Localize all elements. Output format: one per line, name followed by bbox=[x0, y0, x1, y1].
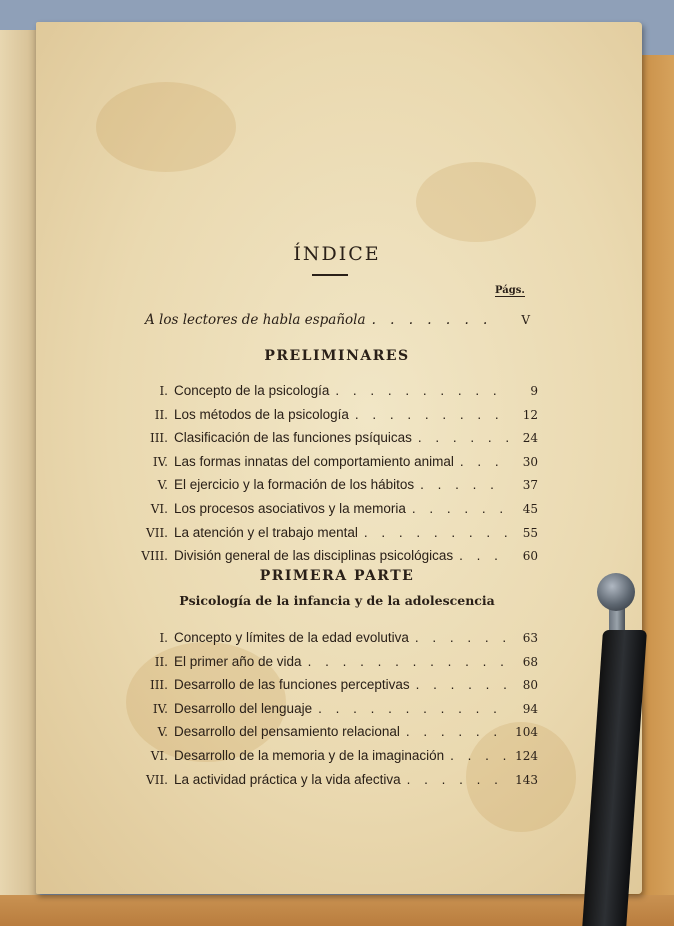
toc-entry-number: VII. bbox=[146, 525, 168, 540]
toc-entry-page: 104 bbox=[515, 725, 538, 740]
toc-entry-page: 124 bbox=[515, 748, 538, 763]
leader-dots bbox=[355, 407, 508, 422]
toc-entry-number: I. bbox=[159, 384, 168, 398]
toc-entry-label: División general de las disciplinas psicológicas bbox=[174, 548, 454, 564]
toc-entry bbox=[128, 407, 538, 431]
toc-entry-number: VI. bbox=[150, 748, 168, 763]
toc-entry bbox=[128, 772, 538, 796]
toc-entry-page: 24 bbox=[522, 431, 538, 446]
toc-entry-number: VIII. bbox=[141, 549, 168, 564]
toc-entry-label: Los métodos de la psicología bbox=[174, 406, 349, 422]
toc-entry-label: Clasificación de las funciones psíquicas bbox=[174, 430, 412, 446]
wooden-surface-bottom bbox=[0, 895, 674, 926]
toc-entry-page: 68 bbox=[522, 654, 538, 669]
leader-dots bbox=[318, 701, 508, 716]
toc-entry-page: 80 bbox=[522, 678, 538, 693]
toc-entry bbox=[128, 654, 538, 678]
toc-entry-number: I. bbox=[159, 631, 168, 645]
leader-dots bbox=[308, 654, 508, 669]
toc-entry-page: 9 bbox=[530, 384, 538, 398]
toc-intro-entry bbox=[145, 312, 530, 328]
toc-entry bbox=[128, 630, 538, 654]
toc-entry-label: El primer año de vida bbox=[174, 653, 302, 669]
page-title: ÍNDICE bbox=[293, 243, 381, 265]
toc-entry bbox=[128, 383, 538, 407]
toc-entry-number: II. bbox=[154, 407, 168, 422]
leader-dots bbox=[372, 312, 500, 328]
toc-entry-page: 45 bbox=[522, 501, 538, 516]
toc-entry-label: Concepto y límites de la edad evolutiva bbox=[174, 630, 409, 645]
toc-entry-page: 60 bbox=[522, 549, 538, 564]
toc-entry-number: V. bbox=[157, 725, 168, 740]
toc-entry-number: VII. bbox=[146, 772, 168, 787]
section-subheading: Psicología de la infancia y de la adolescencia bbox=[179, 593, 495, 608]
toc-entry bbox=[128, 525, 538, 549]
toc-entry-page: 63 bbox=[522, 631, 538, 645]
leader-dots bbox=[412, 501, 508, 516]
pages-column-label: Págs. bbox=[495, 285, 525, 296]
toc-entry-label: Desarrollo de las funciones perceptivas bbox=[174, 677, 410, 693]
leader-dots bbox=[407, 772, 508, 787]
toc-entry-label: El ejercicio y la formación de los hábitos bbox=[174, 477, 415, 493]
toc-intro-page: V bbox=[521, 313, 530, 327]
toc-entry-number: III. bbox=[149, 431, 168, 446]
toc-entry-page: 12 bbox=[522, 407, 538, 422]
book-stand-knob bbox=[597, 573, 635, 611]
toc-entry bbox=[128, 430, 538, 454]
leader-dots bbox=[406, 724, 508, 739]
leader-dots bbox=[335, 383, 508, 398]
toc-entry bbox=[128, 724, 538, 748]
section-heading-primera-parte: PRIMERA PARTE bbox=[259, 568, 415, 584]
toc-entry-label: La actividad práctica y la vida afectiva bbox=[174, 771, 401, 787]
toc-entry-page: 143 bbox=[515, 772, 538, 787]
toc-entry bbox=[128, 748, 538, 772]
toc-entry-label: Desarrollo de la memoria y de la imaginación bbox=[174, 747, 445, 763]
toc-entry bbox=[128, 677, 538, 701]
toc-entry-number: IV. bbox=[152, 701, 168, 716]
toc-entry-label: Desarrollo del lenguaje bbox=[174, 700, 313, 716]
toc-entry-number: V. bbox=[157, 478, 168, 493]
toc-entry-label: Desarrollo del pensamiento relacional bbox=[174, 724, 400, 740]
toc-entry bbox=[128, 477, 538, 501]
toc-entry-page: 55 bbox=[522, 525, 538, 540]
leader-dots bbox=[420, 477, 508, 492]
toc-entry bbox=[128, 701, 538, 725]
leader-dots bbox=[460, 454, 508, 469]
toc-entry-number: IV. bbox=[152, 454, 168, 469]
facing-page-edge bbox=[0, 30, 40, 895]
leader-dots bbox=[416, 677, 508, 692]
toc-entry bbox=[128, 454, 538, 478]
toc-entry-label: La atención y el trabajo mental bbox=[174, 524, 358, 540]
toc-entry-label: Los procesos asociativos y la memoria bbox=[174, 500, 406, 516]
toc-entry-page: 94 bbox=[522, 701, 538, 716]
leader-dots bbox=[418, 430, 508, 445]
toc-list-primera-parte bbox=[128, 630, 538, 795]
leader-dots bbox=[459, 548, 508, 563]
leader-dots bbox=[415, 630, 508, 645]
toc-intro-label: A los lectores de habla española bbox=[145, 312, 366, 328]
toc-list-preliminares bbox=[128, 383, 538, 572]
toc-entry-page: 37 bbox=[522, 478, 538, 493]
section-heading-preliminares: PRELIMINARES bbox=[264, 348, 410, 364]
leader-dots bbox=[364, 525, 508, 540]
title-rule bbox=[312, 274, 348, 276]
toc-entry bbox=[128, 501, 538, 525]
toc-entry-label: Las formas innatas del comportamiento animal bbox=[174, 453, 454, 469]
leader-dots bbox=[450, 748, 508, 763]
toc-entry-number: II. bbox=[154, 654, 168, 669]
toc-entry-label: Concepto de la psicología bbox=[174, 383, 330, 398]
toc-entry-number: III. bbox=[149, 678, 168, 693]
toc-entry-number: VI. bbox=[150, 501, 168, 516]
toc-entry-page: 30 bbox=[522, 454, 538, 469]
